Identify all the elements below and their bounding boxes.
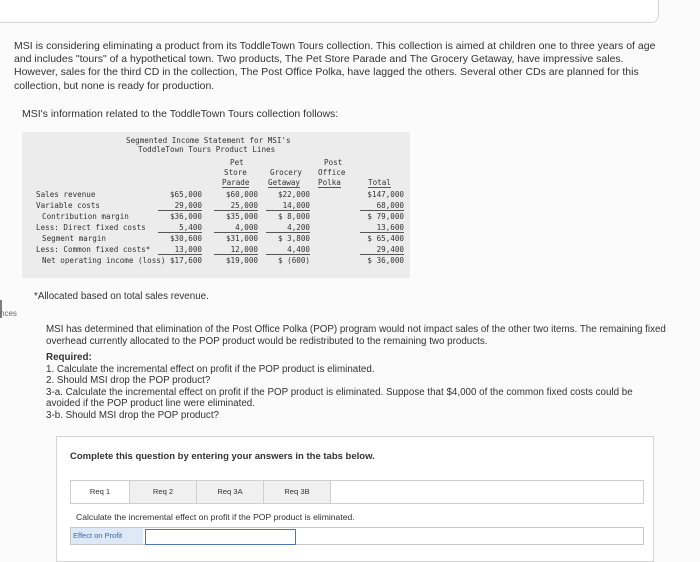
cell-grocery: 4,000 xyxy=(214,223,258,233)
row-label: Contribution margin xyxy=(42,212,129,221)
row-label: Less: Common fixed costs* xyxy=(36,245,151,254)
complete-prompt: Complete this question by entering your answers in the tabs below. xyxy=(70,451,375,462)
header-pet-3: Parade xyxy=(222,178,250,187)
tab-req-2[interactable]: Req 2 xyxy=(130,481,197,503)
cell-post: $ (600) xyxy=(277,256,310,265)
effect-on-profit-row xyxy=(70,527,644,545)
cell-pet: 5,400 xyxy=(158,223,202,233)
statement-title xyxy=(126,136,291,154)
side-text: nces xyxy=(0,309,17,318)
required-heading: Required: xyxy=(46,352,92,363)
footnote: *Allocated based on total sales revenue. xyxy=(34,291,209,302)
row-label: Less: Direct fixed costs xyxy=(36,223,146,232)
cell-post: 14,000 xyxy=(266,201,310,211)
cell-total: 29,400 xyxy=(360,245,404,255)
required-section xyxy=(46,352,666,421)
required-item-3a: 3-a. Calculate the incremental effect on profit if the POP product is eliminated. Suppose that $4,000 of the common fixed costs could be avoided if the POP product line were eliminated. xyxy=(46,386,633,409)
tab-req-1[interactable]: Req 1 xyxy=(71,481,130,503)
cell-total: $ 36,000 xyxy=(367,256,404,265)
top-answer-bar xyxy=(0,0,659,23)
cell-grocery: $60,000 xyxy=(225,190,258,199)
header-pet-2: Store xyxy=(224,168,247,177)
cell-post: $ 3,800 xyxy=(277,234,310,243)
intro-paragraph: MSI is considering eliminating a product from its ToddleTown Tours collection. This collection is aimed at children one to three years of age and includes "tours" of a hypothetical town. Two products, The Pet Store Parade and The Grocery Getaway, have impressive sales. However, sales for the third CD in the collection, The Post Office Polka, have lagged the others. Several other CDs are planned for this collection, but none is ready for production. xyxy=(14,40,656,92)
cell-post: $22,000 xyxy=(277,190,310,199)
cell-grocery: 25,000 xyxy=(214,201,258,211)
header-post-2: Office xyxy=(318,168,346,177)
cell-grocery: $35,000 xyxy=(225,212,258,221)
header-total: Total xyxy=(368,178,391,187)
cell-total: 68,000 xyxy=(360,201,404,211)
statement-title-line1: Segmented Income Statement for MSI's xyxy=(126,136,291,145)
tab-req-3b[interactable]: Req 3B xyxy=(264,481,331,503)
header-post-1: Post xyxy=(324,158,343,167)
cell-pet: $17,600 xyxy=(169,256,202,265)
row-label: Net operating income (loss) xyxy=(42,256,166,265)
income-statement-image xyxy=(22,132,410,278)
cell-post: 4,200 xyxy=(266,223,310,233)
requirement-tabs xyxy=(70,480,644,504)
required-item-2: 2. Should MSI drop the POP product? xyxy=(46,375,211,386)
header-post-3: Polka xyxy=(318,178,341,187)
effect-on-profit-label: Effect on Profit xyxy=(71,528,143,544)
cell-pet: $65,000 xyxy=(169,190,202,199)
cell-grocery: 12,000 xyxy=(214,245,258,255)
cell-pet: $36,000 xyxy=(169,212,202,221)
cell-total: $147,000 xyxy=(367,190,404,199)
cell-grocery: $19,000 xyxy=(225,256,258,265)
cell-pet: $30,600 xyxy=(169,234,202,243)
cell-pet: 29,000 xyxy=(158,201,202,211)
header-grocery-2: Getaway xyxy=(268,178,301,187)
cell-total: 13,600 xyxy=(360,223,404,233)
cell-grocery: $31,000 xyxy=(225,234,258,243)
header-grocery-1: Grocery xyxy=(270,168,303,177)
effect-on-profit-input[interactable] xyxy=(145,529,296,545)
required-item-1: 1. Calculate the incremental effect on profit if the POP product is eliminated. xyxy=(46,363,375,375)
cell-post: $ 8,000 xyxy=(277,212,310,221)
row-label: Sales revenue xyxy=(36,190,96,199)
tab-instruction: Calculate the incremental effect on profit if the POP product is eliminated. xyxy=(76,512,355,522)
required-item-3b: 3-b. Should MSI drop the POP product? xyxy=(46,409,220,421)
row-label: Segment margin xyxy=(42,234,107,243)
cell-total: $ 65,400 xyxy=(367,234,404,243)
info-line: MSI's information related to the ToddleTown Tours collection follows: xyxy=(22,108,339,120)
statement-title-line2: ToddleTown Tours Product Lines xyxy=(138,145,276,154)
determination-paragraph: MSI has determined that elimination of the Post Office Polka (POP) program would not impact sales of the other two items. The remaining fixed overhead currently allocated to the POP product would be redistributed to the remaining two products. xyxy=(46,324,666,347)
row-label: Variable costs xyxy=(36,201,101,210)
header-pet-1: Pet xyxy=(230,158,244,167)
tab-req-3a[interactable]: Req 3A xyxy=(197,481,264,503)
cell-total: $ 79,000 xyxy=(367,212,404,221)
cell-pet: 13,000 xyxy=(158,245,202,255)
cell-post: 4,400 xyxy=(266,245,310,255)
